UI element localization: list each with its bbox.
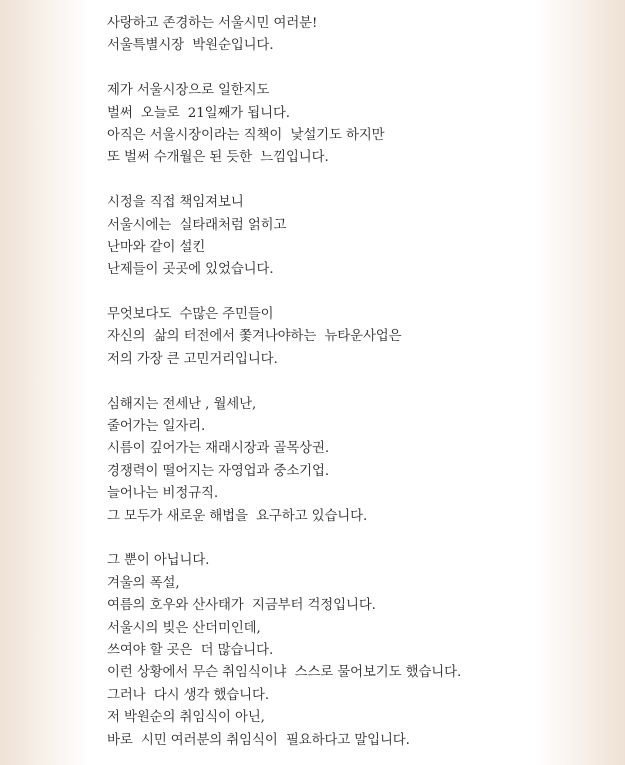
paragraph — [107, 550, 607, 752]
letter-body — [107, 13, 607, 752]
text-line: 늘어나는 비정규직. — [107, 486, 218, 502]
text-line: 또 벌써 수개월은 된 듯한 느낌입니다. — [107, 150, 329, 166]
text-line: 시름이 깊어가는 재래시장과 골목상권. — [107, 441, 329, 457]
text-line: 저의 가장 큰 고민거리입니다. — [107, 351, 278, 367]
paragraph — [107, 304, 607, 371]
paragraph — [107, 192, 607, 282]
text-line: 서울시의 빚은 산더미인데, — [107, 620, 261, 636]
text-line: 벌써 오늘로 21일째가 됩니다. — [107, 105, 290, 121]
text-line: 서울시에는 실타래처럼 얽히고 — [107, 217, 287, 233]
text-line: 그 뿐이 아닙니다. — [107, 553, 210, 569]
text-line: 여름의 호우와 산사태가 지금부터 걱정입니다. — [107, 598, 376, 614]
text-line: 바로 시민 여러분의 취임식이 필요하다고 말입니다. — [107, 732, 410, 748]
text-line: 난제들이 곳곳에 있었습니다. — [107, 262, 274, 278]
text-line: 난마와 같이 설킨 — [107, 239, 206, 255]
text-line: 줄어가는 일자리. — [107, 419, 206, 435]
text-line: 심해지는 전세난 , 월세난, — [107, 396, 257, 412]
paragraph — [107, 80, 607, 170]
text-line: 시정을 직접 책임져보니 — [107, 195, 244, 211]
text-line: 무엇보다도 수많은 주민들이 — [107, 307, 274, 323]
paragraph — [107, 394, 607, 528]
text-line: 서울특별시장 박원순입니다. — [107, 38, 274, 54]
text-line: 경쟁력이 떨어지는 자영업과 중소기업. — [107, 463, 329, 479]
text-line: 쓰여야 할 곳은 더 많습니다. — [107, 642, 274, 658]
text-line: 그 모두가 새로운 해법을 요구하고 있습니다. — [107, 508, 368, 524]
text-line: 그러나 다시 생각 했습니다. — [107, 687, 269, 703]
paragraph — [107, 13, 607, 58]
left-border-gradient — [0, 0, 90, 765]
text-line: 겨울의 폭설, — [107, 575, 180, 591]
text-line: 아직은 서울시장이라는 직책이 낯설기도 하지만 — [107, 127, 385, 143]
text-line: 이런 상황에서 무슨 취임식이냐 스스로 물어보기도 했습니다. — [107, 665, 462, 681]
text-line: 저 박원순의 취임식이 아닌, — [107, 710, 265, 726]
text-line: 자신의 삶의 터전에서 쫓겨나야하는 뉴타운사업은 — [107, 329, 402, 345]
text-line: 제가 서울시장으로 일한지도 — [107, 83, 270, 99]
text-line: 사랑하고 존경하는 서울시민 여러분! — [107, 16, 318, 31]
